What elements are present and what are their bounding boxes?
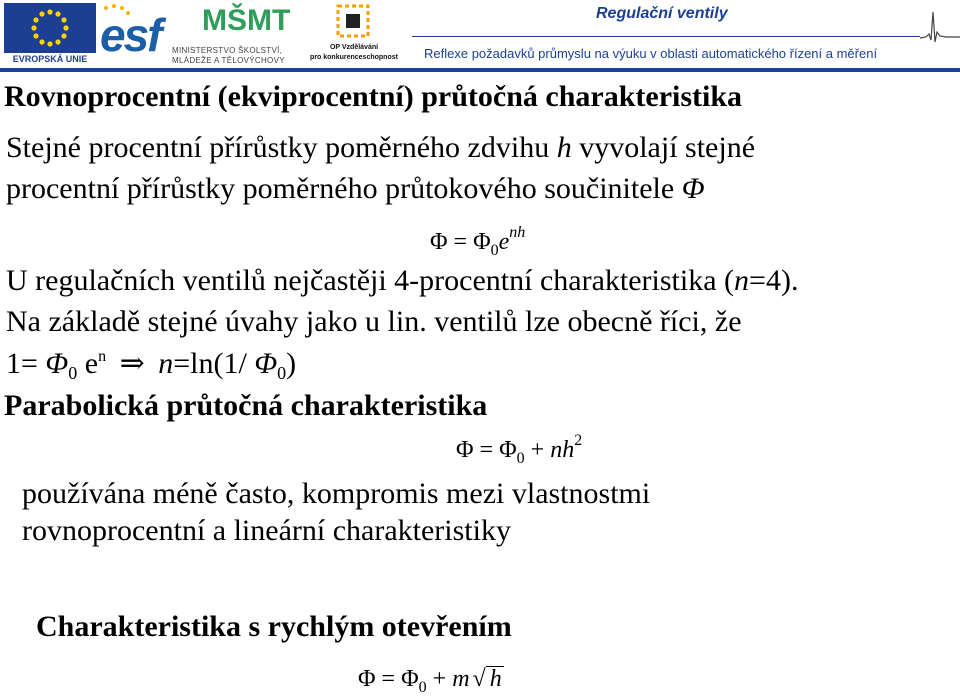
msmt-line2: MLÁDEŽE A TĚLOVÝCHOVY [172, 56, 285, 65]
eq2-op: = [479, 437, 494, 463]
para2-line1: používána méně často, kompromis mezi vlastnostmi [22, 477, 651, 510]
sqrt-icon: √ [472, 666, 486, 692]
equation-quick-opening [358, 666, 504, 697]
eq1-lhs: Φ [430, 229, 448, 255]
eu-label: EVROPSKÁ UNIE [12, 54, 88, 64]
line-general-statement: Na základě stejné úvahy jako u lin. ventilů lze obecně říci, že [6, 305, 742, 338]
para1-line1-pre: Stejné procentní přírůstky poměrného zdvihu [6, 131, 557, 164]
eq1-op: = [453, 229, 468, 255]
eq1-e: e [498, 229, 510, 255]
eq1-base: Φ [473, 229, 491, 255]
line5-e: e [77, 347, 99, 380]
eq3-sub: 0 [418, 679, 427, 696]
line3-pre: U regulačních ventilů nejčastěji 4-procentní charakteristika ( [6, 264, 735, 297]
eu-flag-icon [4, 3, 96, 53]
line5-phi2: Φ [254, 347, 278, 380]
line5-phi: Φ [45, 347, 69, 380]
esf-logo-text: esf [100, 9, 161, 61]
eq2-term: nh [550, 437, 575, 463]
heading-parabolic: Parabolická průtočná charakteristika [4, 389, 488, 422]
line5-sub: 0 [68, 363, 78, 383]
line5-sub2: 0 [277, 363, 287, 383]
para2-line2: rovnoprocentní a lineární charakteristiky [22, 514, 511, 547]
para1-var-phi: Φ [681, 172, 705, 205]
eq3-lhs: Φ [358, 666, 376, 692]
line5-close: ) [286, 347, 297, 380]
para1-line2-pre: procentní přírůstky poměrného průtokového součinitele [6, 172, 682, 205]
op-emblem-icon [304, 2, 404, 44]
header-rule [412, 36, 920, 37]
line-derivation [6, 346, 296, 384]
para1-line1-post: vyvolají stejné [571, 131, 756, 164]
eu-logo [4, 3, 96, 65]
eq2-sub: 0 [516, 450, 525, 467]
line3-var-n: n [734, 264, 750, 297]
implies-icon: ⇒ [119, 347, 145, 380]
header-subtitle: Reflexe požadavků průmyslu na výuku v oblasti automatického řízení a měření [424, 46, 878, 61]
line5-exp: n [98, 348, 107, 365]
eq2-base: Φ [499, 437, 517, 463]
op-line1: OP Vzdělávání [329, 44, 379, 51]
line-four-percent [6, 264, 798, 298]
eq2-exp: 2 [574, 432, 583, 449]
eq3-plus: + [432, 666, 447, 692]
eq3-m: m [452, 666, 470, 692]
msmt-line1: MINISTERSTVO ŠKOLSTVÍ, [172, 46, 283, 55]
msmt-logo [172, 2, 302, 66]
op-line2: pro konkurenceschopnost [310, 54, 398, 61]
header-title: Regulační ventily [596, 5, 728, 22]
eq3-radicand: h [486, 666, 504, 691]
para1-line2 [6, 172, 705, 206]
heading-equal-percentage: Rovnoprocentní (ekviprocentní) průtočná charakteristika [4, 80, 743, 113]
line3-post: =4). [749, 264, 799, 297]
eq1-exp: nh [509, 224, 526, 241]
eq3-base: Φ [401, 666, 419, 692]
para1-line1 [6, 131, 755, 165]
esf-logo [98, 2, 170, 66]
eq2-plus: + [530, 437, 545, 463]
line5-one: 1= [6, 347, 46, 380]
eq1-sub: 0 [490, 242, 499, 259]
line5-rest: =ln(1/ [173, 347, 255, 380]
line5-n: n [158, 347, 174, 380]
waveform-icon [920, 6, 960, 46]
eq3-op: = [381, 666, 396, 692]
para1-var-h: h [556, 131, 572, 164]
msmt-mark: MŠMT [202, 4, 291, 37]
equation-exponential [430, 224, 525, 260]
header-divider [0, 68, 960, 72]
op-logo [304, 2, 404, 66]
equation-parabolic [456, 432, 582, 468]
eq2-lhs: Φ [456, 437, 474, 463]
heading-quick-opening: Charakteristika s rychlým otevřením [36, 610, 512, 643]
